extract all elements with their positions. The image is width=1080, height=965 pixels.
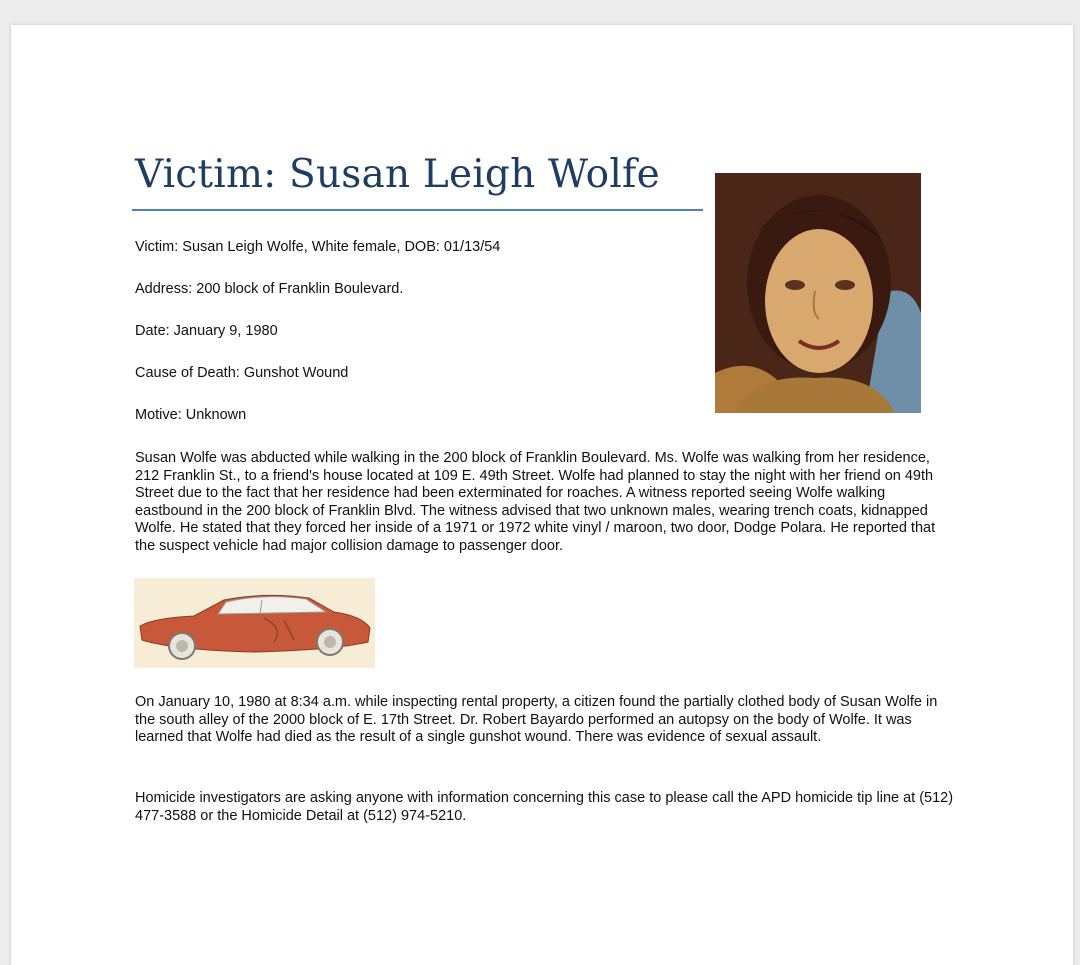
victim-field: Victim: Susan Leigh Wolfe, White female, DOB: 01/13/54: [135, 239, 501, 255]
contact-paragraph: Homicide investigators are asking anyone with information concerning this case to please call the APD homicide tip line at (512) 477-3588 or the Homicide Detail at (512) 974-5210.: [135, 790, 954, 824]
motive-field: Motive: Unknown: [135, 407, 247, 423]
title-underline: [132, 209, 703, 211]
cause-of-death-field: Cause of Death: Gunshot Wound: [135, 365, 349, 381]
address-field: Address: 200 block of Franklin Boulevard.: [135, 281, 404, 297]
victim-photo: [715, 173, 921, 413]
abduction-paragraph: Susan Wolfe was abducted while walking in the 200 block of Franklin Boulevard. Ms. Wolfe was walking from her residence, 212 Franklin St., to a friend's house located at 109 E. 49th Street. Wolfe had planned to stay the night with her friend on 49th Street due to the fact that her residence had been exterminated for roaches. A witness reported seeing Wolfe walking eastbound in the 200 block of Franklin Blvd. The witness advised that two unknown males, wearing trench coats, kidnapped Wolfe. He stated that they forced her inside of a 1971 or 1972 white vinyl / maroon, two door, Dodge Polara. He reported that the suspect vehicle had major collision damage to passenger door.: [135, 450, 936, 554]
page-title: Victim: Susan Leigh Wolfe: [135, 152, 660, 197]
suspect-vehicle-sketch: [134, 578, 375, 668]
date-field: Date: January 9, 1980: [135, 323, 278, 339]
discovery-paragraph: On January 10, 1980 at 8:34 a.m. while inspecting rental property, a citizen found the partially clothed body of Susan Wolfe in the south alley of the 2000 block of E. 17th Street. Dr. Robert Bayardo performed an autopsy on the body of Wolfe. It was learned that Wolfe had died as the result of a single gunshot wound. There was evidence of sexual assault.: [135, 694, 938, 746]
